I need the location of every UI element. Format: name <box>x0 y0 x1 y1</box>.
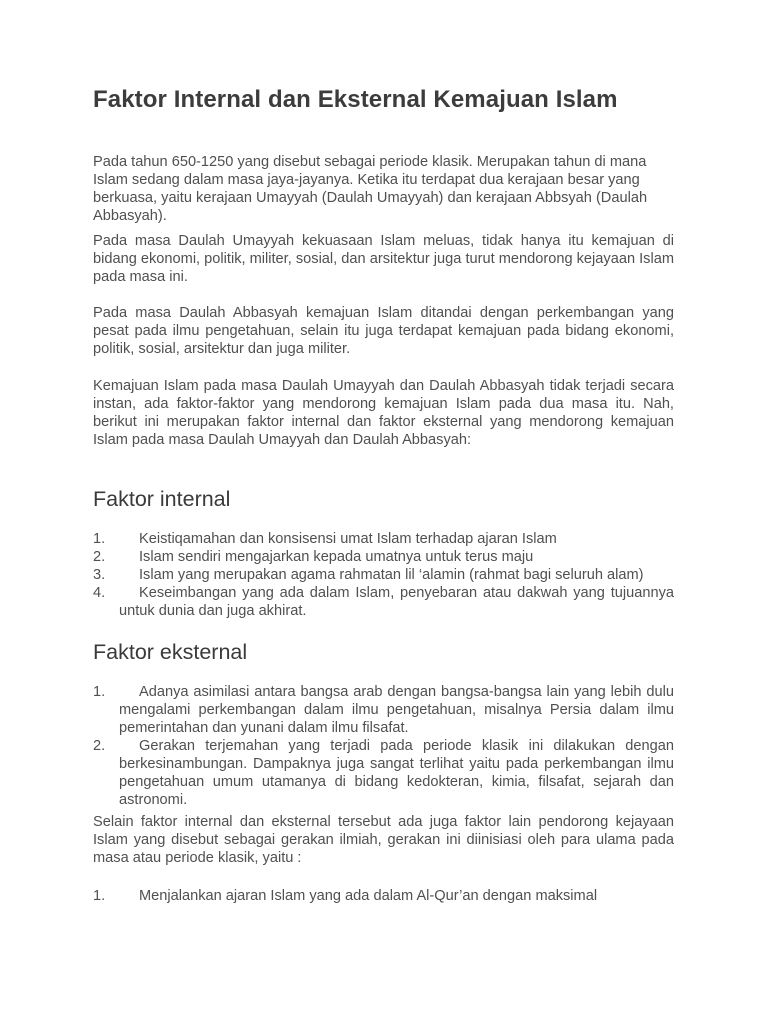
list-item-number: 2. <box>93 738 106 754</box>
list-item-number: 1. <box>93 531 106 547</box>
list-item <box>93 548 674 566</box>
list-item-number: 1. <box>93 888 106 904</box>
list-item <box>93 566 674 584</box>
list-item-text: Adanya asimilasi antara bangsa arab dengan bangsa-bangsa lain yang lebih dulu mengalami perkembangan dalam ilmu pengetahuan, misalnya Persia dalam ilmu pemerintahan dan yunani dalam ilmu filsafat. <box>119 684 674 736</box>
list-item-text: Gerakan terjemahan yang terjadi pada periode klasik ini dilakukan dengan berkesinambungan. Dampaknya juga sangat terlihat yaitu pada perkembangan ilmu pengetahuan umum utamanya di bidang kedokteran, kimia, filsafat, sejarah dan astronomi. <box>119 738 674 808</box>
external-factors-heading: Faktor eksternal <box>93 640 248 664</box>
intro-paragraph-3: Pada masa Daulah Abbasyah kemajuan Islam ditandai dengan perkembangan yang pesat pada ilmu pengetahuan, selain itu juga terdapat kemajuan pada bidang ekonomi, politik, sosial, arsitektur dan juga militer. <box>93 305 674 357</box>
internal-factors-list <box>93 530 674 620</box>
list-item-number: 3. <box>93 567 106 583</box>
list-item-text: Keseimbangan yang ada dalam Islam, penyebaran atau dakwah yang tujuannya untuk dunia dan juga akhirat. <box>119 585 674 619</box>
list-item-text: Islam sendiri mengajarkan kepada umatnya untuk terus maju <box>139 549 534 565</box>
intro-paragraph-1: Pada tahun 650-1250 yang disebut sebagai periode klasik. Merupakan tahun di mana Islam sedang dalam masa jaya-jayanya. Ketika itu terdapat dua kerajaan besar yang berkuasa, yaitu kerajaan Umayyah (Daulah Umayyah) dan kerajaan Abbsyah (Daulah Abbasyah). <box>93 154 648 224</box>
list-item-text: Menjalankan ajaran Islam yang ada dalam Al-Qur’an dengan maksimal <box>139 888 598 904</box>
intro-paragraph-4: Kemajuan Islam pada masa Daulah Umayyah dan Daulah Abbasyah tidak terjadi secara instan, ada faktor-faktor yang mendorong kemajuan Islam pada dua masa itu. Nah, berikut ini merupakan faktor internal dan faktor eksternal yang mendorong kemajuan Islam pada masa Daulah Umayyah dan Daulah Abbasyah: <box>93 378 674 448</box>
list-item-text: Keistiqamahan dan konsisensi umat Islam terhadap ajaran Islam <box>139 531 557 547</box>
list-item <box>93 887 674 905</box>
list-item <box>93 530 674 548</box>
gerakan-ilmiah-list <box>93 887 674 905</box>
list-item-number: 1. <box>93 684 106 700</box>
external-factors-list <box>93 683 674 809</box>
closing-paragraph: Selain faktor internal dan eksternal tersebut ada juga faktor lain pendorong kejayaan Islam yang disebut sebagai gerakan ilmiah, gerakan ini diinisiasi oleh para ulama pada masa atau periode klasik, yaitu : <box>93 814 674 866</box>
document-title: Faktor Internal dan Eksternal Kemajuan Islam <box>93 86 618 113</box>
intro-paragraph-2: Pada masa Daulah Umayyah kekuasaan Islam meluas, tidak hanya itu kemajuan di bidang ekonomi, politik, militer, sosial, dan arsitektur juga turut mendorong kejayaan Islam pada masa ini. <box>93 233 674 285</box>
list-item-text: Islam yang merupakan agama rahmatan lil ‘alamin (rahmat bagi seluruh alam) <box>139 567 644 583</box>
list-item <box>93 683 674 737</box>
list-item <box>93 737 674 809</box>
list-item <box>93 584 674 620</box>
internal-factors-heading: Faktor internal <box>93 487 231 511</box>
list-item-number: 4. <box>93 585 106 601</box>
list-item-number: 2. <box>93 549 106 565</box>
